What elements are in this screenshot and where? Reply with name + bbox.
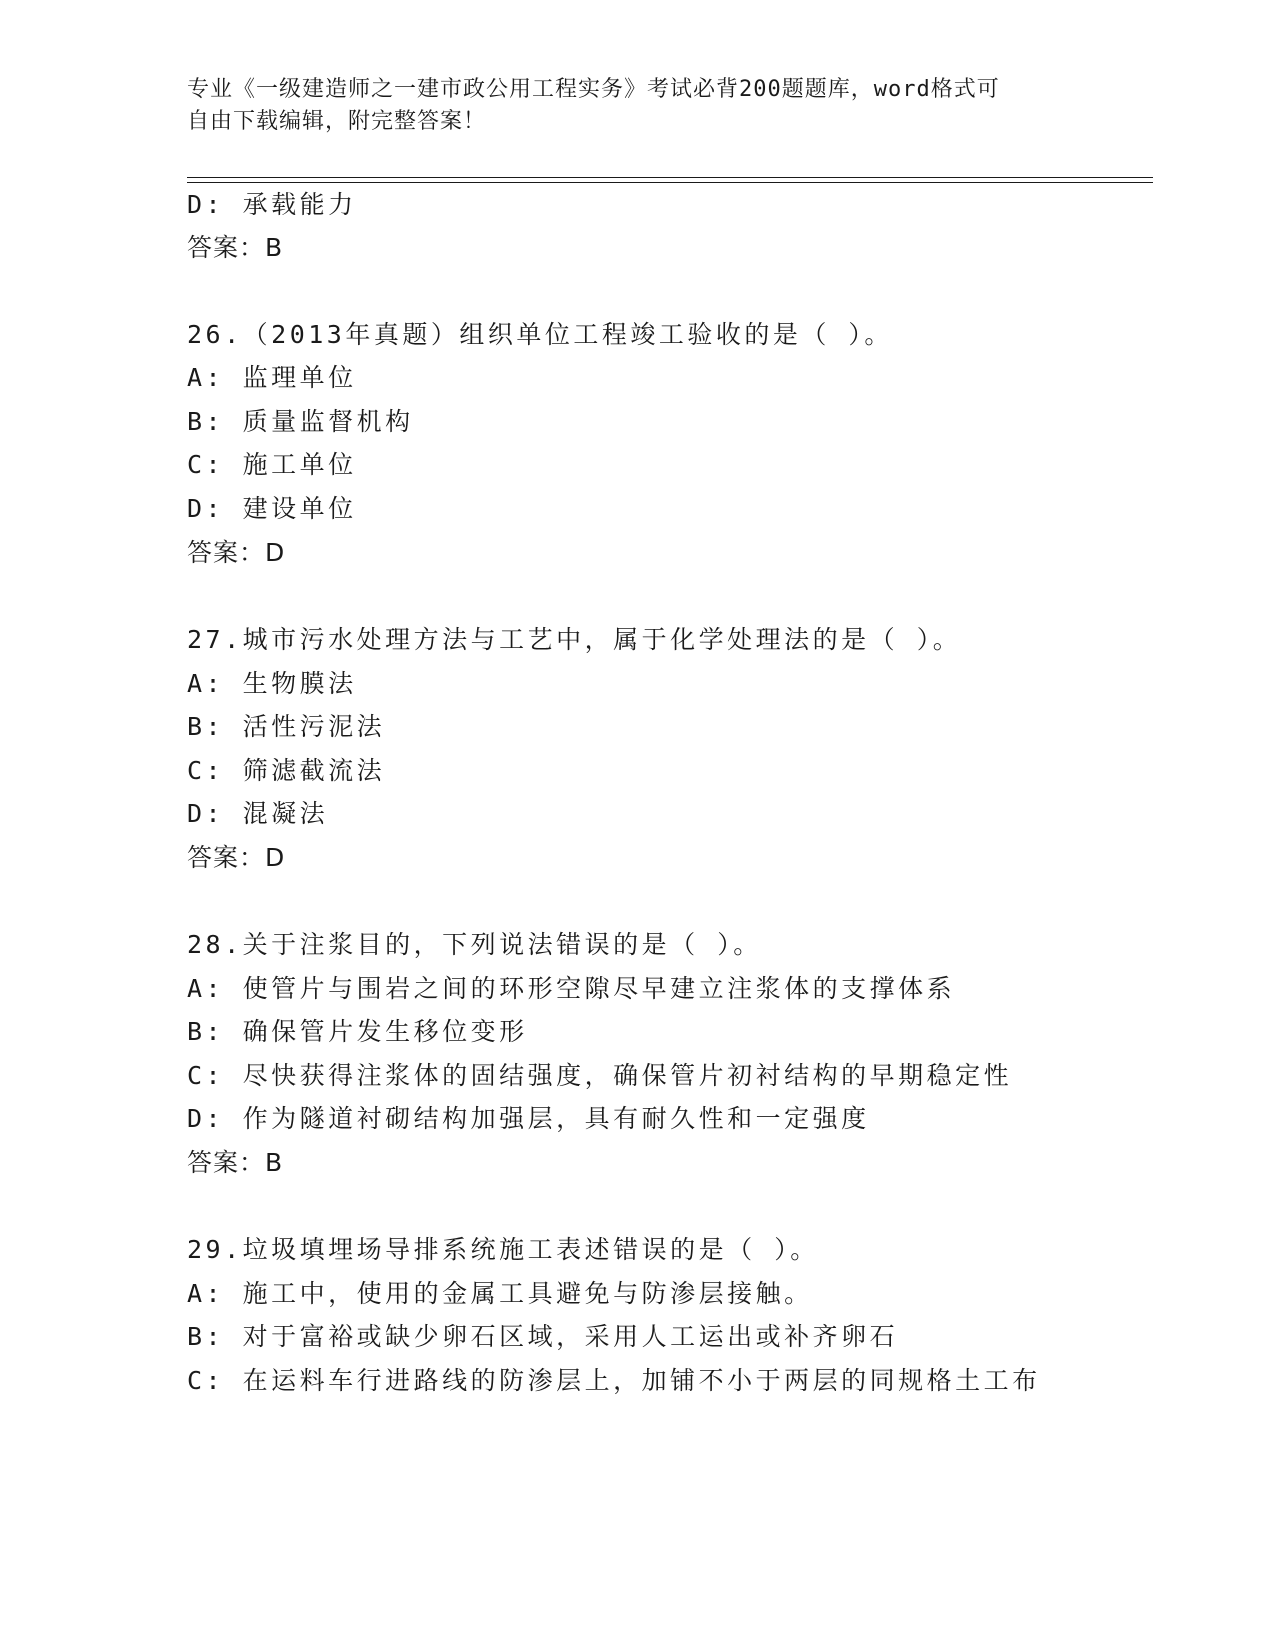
q27-answer: 答案：D xyxy=(187,843,286,872)
q25-answer: 答案：B xyxy=(187,233,284,262)
q28-question: 28.关于注浆目的，下列说法错误的是（ ）。 xyxy=(187,930,762,959)
q27-option-d: D: 混凝法 xyxy=(187,799,329,828)
document-header xyxy=(187,74,1067,138)
q28-option-b: B: 确保管片发生移位变形 xyxy=(187,1017,528,1046)
q29-option-c: C: 在运料车行进路线的防渗层上，加铺不小于两层的同规格土工布 xyxy=(187,1366,1041,1395)
q26-option-d: D: 建设单位 xyxy=(187,494,357,523)
q28-answer: 答案：B xyxy=(187,1148,284,1177)
q28-option-a: A: 使管片与围岩之间的环形空隙尽早建立注浆体的支撑体系 xyxy=(187,974,956,1003)
q26-option-b: B: 质量监督机构 xyxy=(187,407,414,436)
q25-option-d: D: 承载能力 xyxy=(187,190,357,219)
q28-option-d: D: 作为隧道衬砌结构加强层，具有耐久性和一定强度 xyxy=(187,1104,870,1133)
q27-option-a: A: 生物膜法 xyxy=(187,669,357,698)
q29-option-a: A: 施工中，使用的金属工具避免与防渗层接触。 xyxy=(187,1279,813,1308)
q26-answer: 答案：D xyxy=(187,538,286,567)
q29-question: 29.垃圾填埋场导排系统施工表述错误的是（ ）。 xyxy=(187,1235,819,1264)
header-line-2: 自由下载编辑，附完整答案！ xyxy=(187,109,487,134)
q26-question: 26.（2013年真题）组织单位工程竣工验收的是（ ）。 xyxy=(187,320,893,349)
header-divider-top xyxy=(187,177,1153,178)
q27-option-c: C: 筛滤截流法 xyxy=(187,756,386,785)
q26-option-a: A: 监理单位 xyxy=(187,363,357,392)
q26-option-c: C: 施工单位 xyxy=(187,450,357,479)
q28-option-c: C: 尽快获得注浆体的固结强度，确保管片初衬结构的早期稳定性 xyxy=(187,1061,1013,1090)
q27-option-b: B: 活性污泥法 xyxy=(187,712,386,741)
header-line-1: 专业《一级建造师之一建市政公用工程实务》考试必背200题题库，word格式可 xyxy=(187,77,1000,102)
q27-question: 27.城市污水处理方法与工艺中，属于化学处理法的是（ ）。 xyxy=(187,625,962,654)
q29-option-b: B: 对于富裕或缺少卵石区域，采用人工运出或补齐卵石 xyxy=(187,1322,899,1351)
header-divider-bottom xyxy=(187,182,1153,183)
